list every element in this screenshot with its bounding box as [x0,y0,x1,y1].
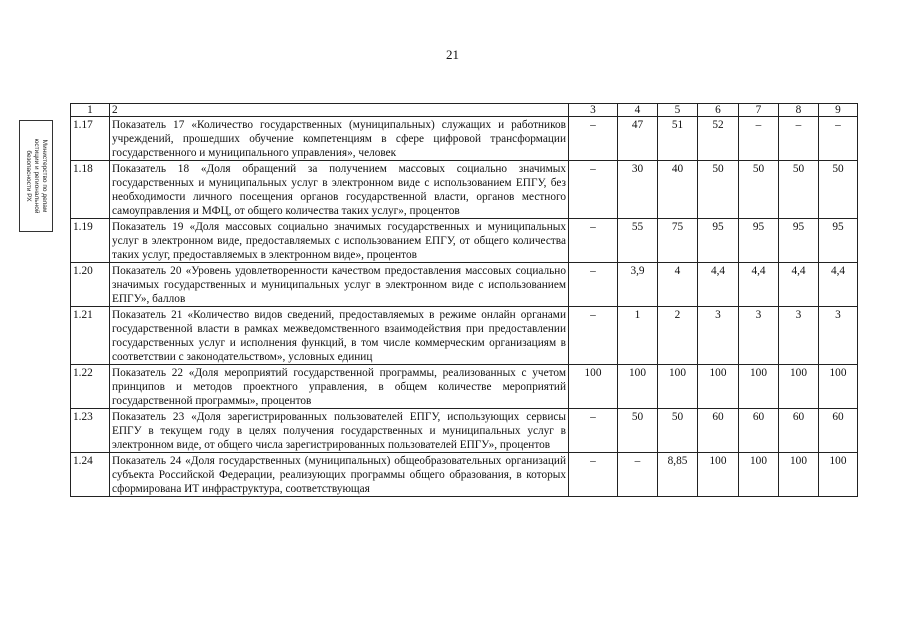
row-number: 1.21 [71,307,110,365]
registration-stamp [19,120,53,232]
indicator-value: 2 [658,307,698,365]
table-row [71,219,858,263]
table-row [71,161,858,219]
indicator-value: – [569,307,618,365]
indicator-value: 100 [698,365,739,409]
indicator-value: 4 [658,263,698,307]
indicator-value: 100 [739,365,779,409]
indicator-value: 60 [819,409,858,453]
table-row [71,263,858,307]
indicator-value: 100 [739,453,779,497]
indicator-value: 100 [569,365,618,409]
indicator-value: 51 [658,117,698,161]
indicator-name: Показатель 18 «Доля обращений за получением массовых социально значимых государственных и муниципальных услуг в электронном виде с использованием ЕПГУ, без необходимости личного посещения органов государственной власти, органов местного самоуправления и МФЦ, от общего количества таких услуг», процентов [110,161,569,219]
indicator-value: – [569,409,618,453]
row-number: 1.24 [71,453,110,497]
indicator-value: 60 [739,409,779,453]
stamp-line: юстиции и региональной [33,138,40,214]
row-number: 1.19 [71,219,110,263]
indicator-value: 47 [618,117,658,161]
indicator-name: Показатель 22 «Доля мероприятий государственной программы, реализованных с учетом принципов и методов проектного управления, в общем количестве мероприятий государственной программы», процентов [110,365,569,409]
indicator-value: 50 [698,161,739,219]
indicator-name: Показатель 19 «Доля массовых социально значимых государственных и муниципальных услуг в электронном виде, предоставляемых с использованием ЕПГУ, от общего количества таких услуг, предоставляемых в электронном виде», процентов [110,219,569,263]
indicator-value: 4,4 [698,263,739,307]
indicator-value: – [569,263,618,307]
indicator-value: 4,4 [779,263,819,307]
indicator-value: – [739,117,779,161]
indicator-value: 100 [779,365,819,409]
table-row [71,117,858,161]
indicator-value: 40 [658,161,698,219]
table-row [71,307,858,365]
table-row [71,409,858,453]
indicator-value: 50 [658,409,698,453]
row-number: 1.18 [71,161,110,219]
header-cell: 3 [569,104,618,117]
indicator-value: 4,4 [819,263,858,307]
indicator-value: 50 [819,161,858,219]
header-cell: 5 [658,104,698,117]
row-number: 1.23 [71,409,110,453]
table-row [71,453,858,497]
indicator-value: 60 [698,409,739,453]
indicator-value: – [819,117,858,161]
stamp-line: безопасности РХ [25,150,32,202]
indicator-value: – [569,161,618,219]
page-number: 21 [446,47,459,62]
row-number: 1.22 [71,365,110,409]
indicator-value: 3 [819,307,858,365]
indicator-value: 1 [618,307,658,365]
indicator-value: 55 [618,219,658,263]
indicator-value: – [569,219,618,263]
indicator-value: 3 [739,307,779,365]
indicator-name: Показатель 20 «Уровень удовлетворенности качеством предоставления массовых социально значимых государственных и муниципальных услуг в электронном виде с использованием ЕПГУ», баллов [110,263,569,307]
indicator-value: 100 [698,453,739,497]
header-cell: 4 [618,104,658,117]
indicator-value: 100 [819,453,858,497]
indicator-value: 95 [819,219,858,263]
indicator-value: – [569,117,618,161]
header-cell: 2 [110,104,569,117]
indicator-name: Показатель 17 «Количество государственных (муниципальных) служащих и работников учреждений, прошедших обучение компетенциям в сфере цифровой трансформации государственного и муниципального управления», человек [110,117,569,161]
header-cell: 7 [739,104,779,117]
indicator-value: 8,85 [658,453,698,497]
indicator-value: 50 [739,161,779,219]
indicator-value: 50 [618,409,658,453]
indicator-value: 52 [698,117,739,161]
header-cell: 1 [71,104,110,117]
header-cell: 9 [819,104,858,117]
indicator-name: Показатель 21 «Количество видов сведений, предоставляемых в режиме онлайн органами государственной власти в рамках межведомственного взаимодействия при предоставлении государственных услуг и исполнения функций, в том числе коммерческим организациям в соответствии с законодательством», условных единиц [110,307,569,365]
indicator-value: 95 [698,219,739,263]
indicator-value: – [618,453,658,497]
table-row [71,365,858,409]
indicator-value: 3 [698,307,739,365]
indicator-value: 60 [779,409,819,453]
indicator-value: – [779,117,819,161]
indicators-table [70,103,858,497]
header-cell: 6 [698,104,739,117]
indicator-value: 3 [779,307,819,365]
row-number: 1.20 [71,263,110,307]
indicator-value: 75 [658,219,698,263]
indicator-value: – [569,453,618,497]
indicator-value: 95 [739,219,779,263]
indicator-value: 95 [779,219,819,263]
indicator-value: 4,4 [739,263,779,307]
indicator-value: 100 [658,365,698,409]
indicator-value: 3,9 [618,263,658,307]
stamp-line: Министерство по делам [41,139,48,213]
header-row [71,104,858,117]
stamp-text [24,122,48,230]
indicator-name: Показатель 24 «Доля государственных (муниципальных) общеобразовательных организаций субъекта Российской Федерации, реализующих программы общего образования, в которых сформирована ИТ инфраструктура, соответствующая [110,453,569,497]
header-cell: 8 [779,104,819,117]
row-number: 1.17 [71,117,110,161]
indicator-name: Показатель 23 «Доля зарегистрированных пользователей ЕПГУ, использующих сервисы ЕПГУ в текущем году в целях получения государственных и муниципальных услуг в электронном виде, от общего числа зарегистрированных пользователей ЕПГУ», процентов [110,409,569,453]
indicator-value: 50 [779,161,819,219]
indicator-value: 100 [618,365,658,409]
indicator-value: 30 [618,161,658,219]
indicator-value: 100 [779,453,819,497]
indicator-value: 100 [819,365,858,409]
